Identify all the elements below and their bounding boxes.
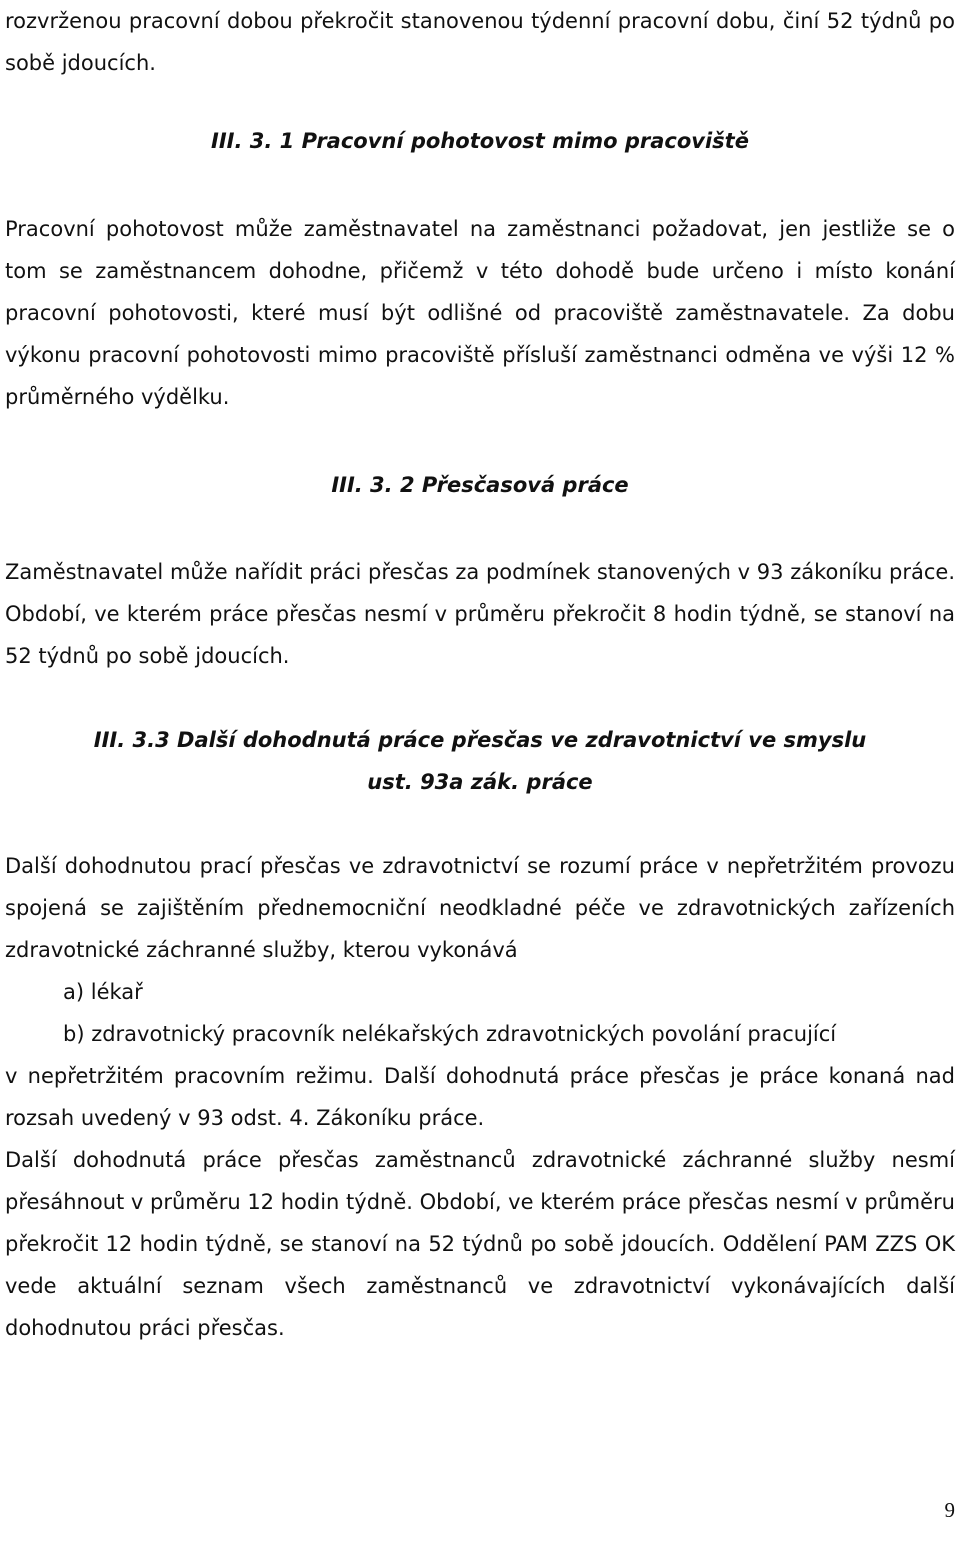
section-3-2-paragraph: Zaměstnavatel může nařídit práci přesčas za podmínek stanovených v 93 zákoníku práce. Období, ve kterém práce přesčas nesmí v průměru překročit 8 hodin týdně, se stanoví na 52 týdnů po sobě jdoucích. (5, 560, 955, 668)
intro-paragraph: rozvrženou pracovní dobou překročit stanovenou týdenní pracovní dobu, činí 52 týdnů po sobě jdoucích. (5, 9, 955, 75)
list-item-b: b) zdravotnický pracovník nelékařských zdravotnických povolání pracující (63, 1022, 837, 1046)
document-page (5, 0, 955, 1349)
list-item-b-continuation: v nepřetržitém pracovním režimu. Další dohodnutá práce přesčas je práce konaná nad rozsah uvedený v 93 odst. 4. Zákoníku práce. (5, 1064, 955, 1130)
section-heading-3-1: III. 3. 1 Pracovní pohotovost mimo pracoviště (211, 129, 749, 153)
list-item-a: a) lékař (63, 980, 143, 1004)
section-3-3-final-paragraph: Další dohodnutá práce přesčas zaměstnanců zdravotnické záchranné služby nesmí přesáhnout v průměru 12 hodin týdně. Období, ve kterém práce přesčas nesmí v průměru překročit 12 hodin týdně, se stanoví na 52 týdnů po sobě jdoucích. Oddělení PAM ZZS OK vede aktuální seznam všech zaměstnanců ve zdravotnictví vykonávajících další dohodnutou práci přesčas. (5, 1148, 955, 1340)
section-3-1-paragraph: Pracovní pohotovost může zaměstnavatel na zaměstnanci požadovat, jen jestliže se o tom se zaměstnancem dohodne, přičemž v této dohodě bude určeno i místo konání pracovní pohotovosti, které musí být odlišné od pracoviště zaměstnavatele. Za dobu výkonu pracovní pohotovosti mimo pracoviště přísluší zaměstnanci odměna ve výši 12 % průměrného výdělku. (5, 217, 955, 409)
page-number: 9 (944, 1498, 955, 1522)
section-heading-3-2: III. 3. 2 Přesčasová práce (331, 473, 629, 497)
section-3-3-intro-paragraph: Další dohodnutou prací přesčas ve zdravotnictví se rozumí práce v nepřetržitém provozu spojená se zajištěním přednemocniční neodkladné péče ve zdravotnických zařízeních zdravotnické záchranné služby, kterou vykonává (5, 854, 955, 962)
section-heading-3-3-line1: III. 3.3 Další dohodnutá práce přesčas ve zdravotnictví ve smyslu (93, 728, 867, 752)
section-heading-3-3-line2: ust. 93a zák. práce (367, 770, 593, 794)
